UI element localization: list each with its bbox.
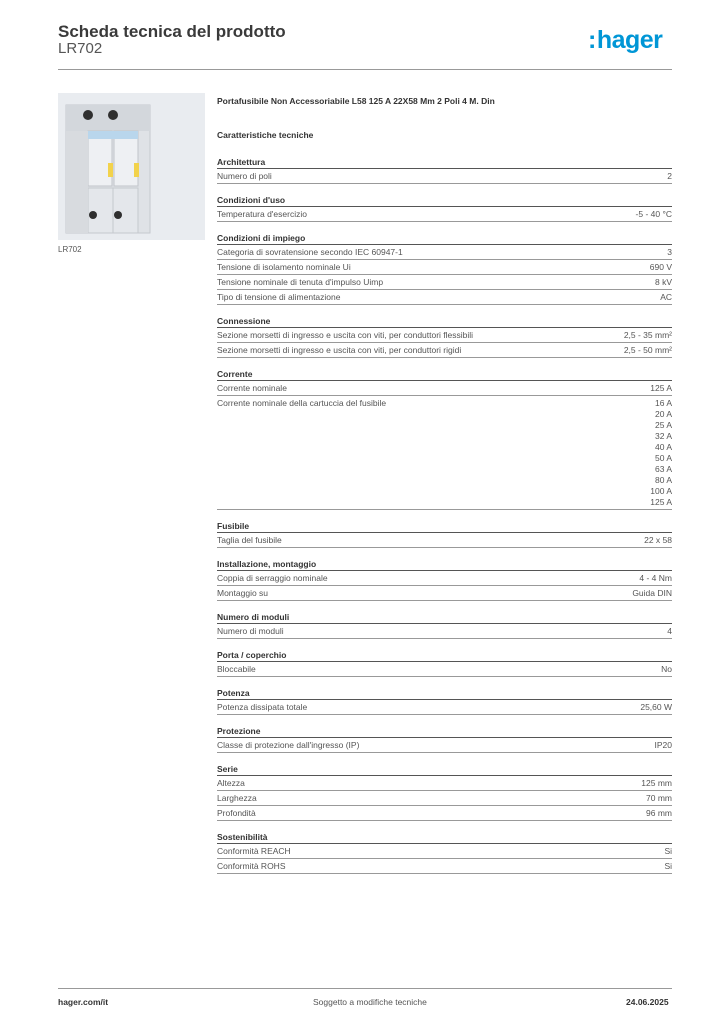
spec-value-item: 63 A [654, 464, 672, 474]
spec-value [632, 588, 672, 599]
spec-row [217, 245, 672, 260]
header-divider [58, 69, 672, 70]
spec-section [217, 368, 672, 510]
spec-value-item: 25,60 W [640, 702, 672, 712]
spec-row [217, 343, 672, 358]
spec-value [664, 861, 672, 872]
spec-row [217, 776, 672, 791]
spec-value-item: 125 A [650, 497, 672, 507]
spec-label: Profondità [217, 808, 256, 818]
hager-logo: :hager [588, 26, 663, 54]
spec-value [655, 277, 672, 288]
spec-value-item: 100 A [650, 486, 672, 496]
spec-value-item: 3 [667, 247, 672, 257]
section-title: Condizioni d'uso [217, 194, 672, 207]
photo-caption: LR702 [58, 245, 82, 254]
spec-section [217, 649, 672, 677]
spec-value-item: 125 A [650, 383, 672, 393]
spec-row [217, 586, 672, 601]
spec-value [640, 702, 672, 713]
spec-value [650, 383, 672, 394]
spec-row [217, 260, 672, 275]
spec-label: Montaggio su [217, 588, 269, 598]
section-title: Corrente [217, 368, 672, 381]
section-title: Sostenibilità [217, 831, 672, 844]
spec-value-item: 80 A [654, 475, 672, 485]
section-title: Serie [217, 763, 672, 776]
spec-sections [217, 156, 672, 874]
spec-label: Tipo di tensione di alimentazione [217, 292, 341, 302]
spec-value-item: 2 [667, 171, 672, 181]
spec-value-item: 2,5 - 35 mm² [623, 330, 672, 340]
section-title: Porta / coperchio [217, 649, 672, 662]
spec-section [217, 725, 672, 753]
spec-value-item: 50 A [654, 453, 672, 463]
fuse-holder-illustration [58, 93, 205, 240]
spec-value-item: 4 [667, 626, 672, 636]
spec-row [217, 328, 672, 343]
section-title: Protezione [217, 725, 672, 738]
spec-value-item: AC [660, 292, 672, 302]
product-image [58, 93, 205, 240]
spec-row [217, 791, 672, 806]
footer-divider [58, 988, 672, 989]
spec-row [217, 859, 672, 874]
spec-label: Taglia del fusibile [217, 535, 282, 545]
spec-label: Sezione morsetti di ingresso e uscita con viti, per conduttori flessibili [217, 330, 474, 340]
spec-value [624, 345, 672, 356]
spec-value [646, 808, 672, 819]
spec-value-item: 16 A [654, 398, 672, 408]
spec-value [655, 740, 673, 751]
spec-row [217, 169, 672, 184]
product-description: Portafusibile Non Accessoriabile L58 125 A 22X58 Mm 2 Poli 4 M. Din [217, 96, 495, 106]
spec-value [667, 247, 672, 258]
spec-value [650, 398, 672, 508]
spec-section [217, 194, 672, 222]
spec-label: Tensione nominale di tenuta d'impulso Uimp [217, 277, 384, 287]
spec-value [641, 778, 672, 789]
footer-disclaimer: Soggetto a modifiche tecniche [313, 997, 427, 1007]
spec-section [217, 611, 672, 639]
spec-row [217, 662, 672, 677]
spec-value-item: 70 mm [646, 793, 672, 803]
section-title: Fusibile [217, 520, 672, 533]
spec-label: Coppia di serraggio nominale [217, 573, 328, 583]
spec-label: Conformità REACH [217, 846, 291, 856]
spec-row [217, 806, 672, 821]
spec-label: Corrente nominale [217, 383, 287, 393]
spec-value-item: Si [664, 861, 672, 871]
spec-content [217, 96, 672, 874]
spec-row [217, 207, 672, 222]
spec-row [217, 396, 672, 510]
product-code: LR702 [58, 40, 103, 57]
spec-section [217, 520, 672, 548]
spec-section [217, 232, 672, 305]
spec-value-item: 20 A [654, 409, 672, 419]
spec-value [667, 626, 672, 637]
section-title: Potenza [217, 687, 672, 700]
footer-website[interactable]: hager.com/it [58, 997, 109, 1007]
spec-label: Altezza [217, 778, 245, 788]
spec-value-item: 25 A [654, 420, 672, 430]
spec-value [667, 171, 672, 182]
spec-row [217, 533, 672, 548]
spec-value [661, 664, 672, 675]
spec-value-item: 40 A [654, 442, 672, 452]
spec-row [217, 624, 672, 639]
spec-row [217, 275, 672, 290]
spec-value-item: 125 mm [641, 778, 672, 788]
spec-section [217, 831, 672, 874]
spec-value [639, 573, 672, 584]
spec-row [217, 381, 672, 396]
spec-row [217, 700, 672, 715]
spec-label: Categoria di sovratensione secondo IEC 60947-1 [217, 247, 403, 257]
spec-label: Bloccabile [217, 664, 256, 674]
spec-value-item: IP20 [654, 740, 672, 750]
spec-value-item: 96 mm [646, 808, 672, 818]
spec-label: Sezione morsetti di ingresso e uscita con viti, per conduttori rigidi [217, 345, 462, 355]
spec-value-item: 32 A [654, 431, 672, 441]
spec-section [217, 156, 672, 184]
spec-label: Numero di moduli [217, 626, 284, 636]
spec-value-item: 2,5 - 50 mm² [623, 345, 672, 355]
spec-value [650, 262, 672, 273]
spec-row [217, 571, 672, 586]
section-title: Numero di moduli [217, 611, 672, 624]
spec-label: Classe di protezione dall'ingresso (IP) [217, 740, 360, 750]
spec-label: Potenza dissipata totale [217, 702, 308, 712]
spec-value [660, 292, 672, 303]
section-title: Condizioni di impiego [217, 232, 672, 245]
page-title: Scheda tecnica del prodotto [58, 22, 286, 41]
spec-label: Temperatura d'esercizio [217, 209, 307, 219]
spec-row [217, 844, 672, 859]
spec-value-item: No [661, 664, 672, 674]
spec-section [217, 558, 672, 601]
spec-value-item: -5 - 40 °C [635, 209, 672, 219]
spec-value [646, 793, 672, 804]
spec-section [217, 763, 672, 821]
section-title: Installazione, montaggio [217, 558, 672, 571]
spec-value-item: 22 x 58 [644, 535, 672, 545]
section-title: Architettura [217, 156, 672, 169]
footer-date: 24.06.2025 [626, 997, 669, 1007]
spec-label: Conformità ROHS [217, 861, 286, 871]
spec-row [217, 290, 672, 305]
spec-label: Larghezza [217, 793, 257, 803]
spec-label: Tensione di isolamento nominale Ui [217, 262, 351, 272]
spec-value-item: Si [664, 846, 672, 856]
spec-value-item: 4 - 4 Nm [639, 573, 672, 583]
spec-value [636, 209, 672, 220]
spec-value-item: Guida DIN [632, 588, 672, 598]
spec-value-item: 8 kV [654, 277, 672, 287]
spec-value-item: 690 V [649, 262, 672, 272]
spec-label: Numero di poli [217, 171, 272, 181]
spec-label: Corrente nominale della cartuccia del fusibile [217, 398, 387, 408]
spec-section [217, 687, 672, 715]
spec-section [217, 315, 672, 358]
spec-value [664, 846, 672, 857]
spec-row [217, 738, 672, 753]
spec-value [644, 535, 672, 546]
characteristics-heading: Caratteristiche tecniche [217, 130, 314, 140]
section-title: Connessione [217, 315, 672, 328]
spec-value [624, 330, 672, 341]
